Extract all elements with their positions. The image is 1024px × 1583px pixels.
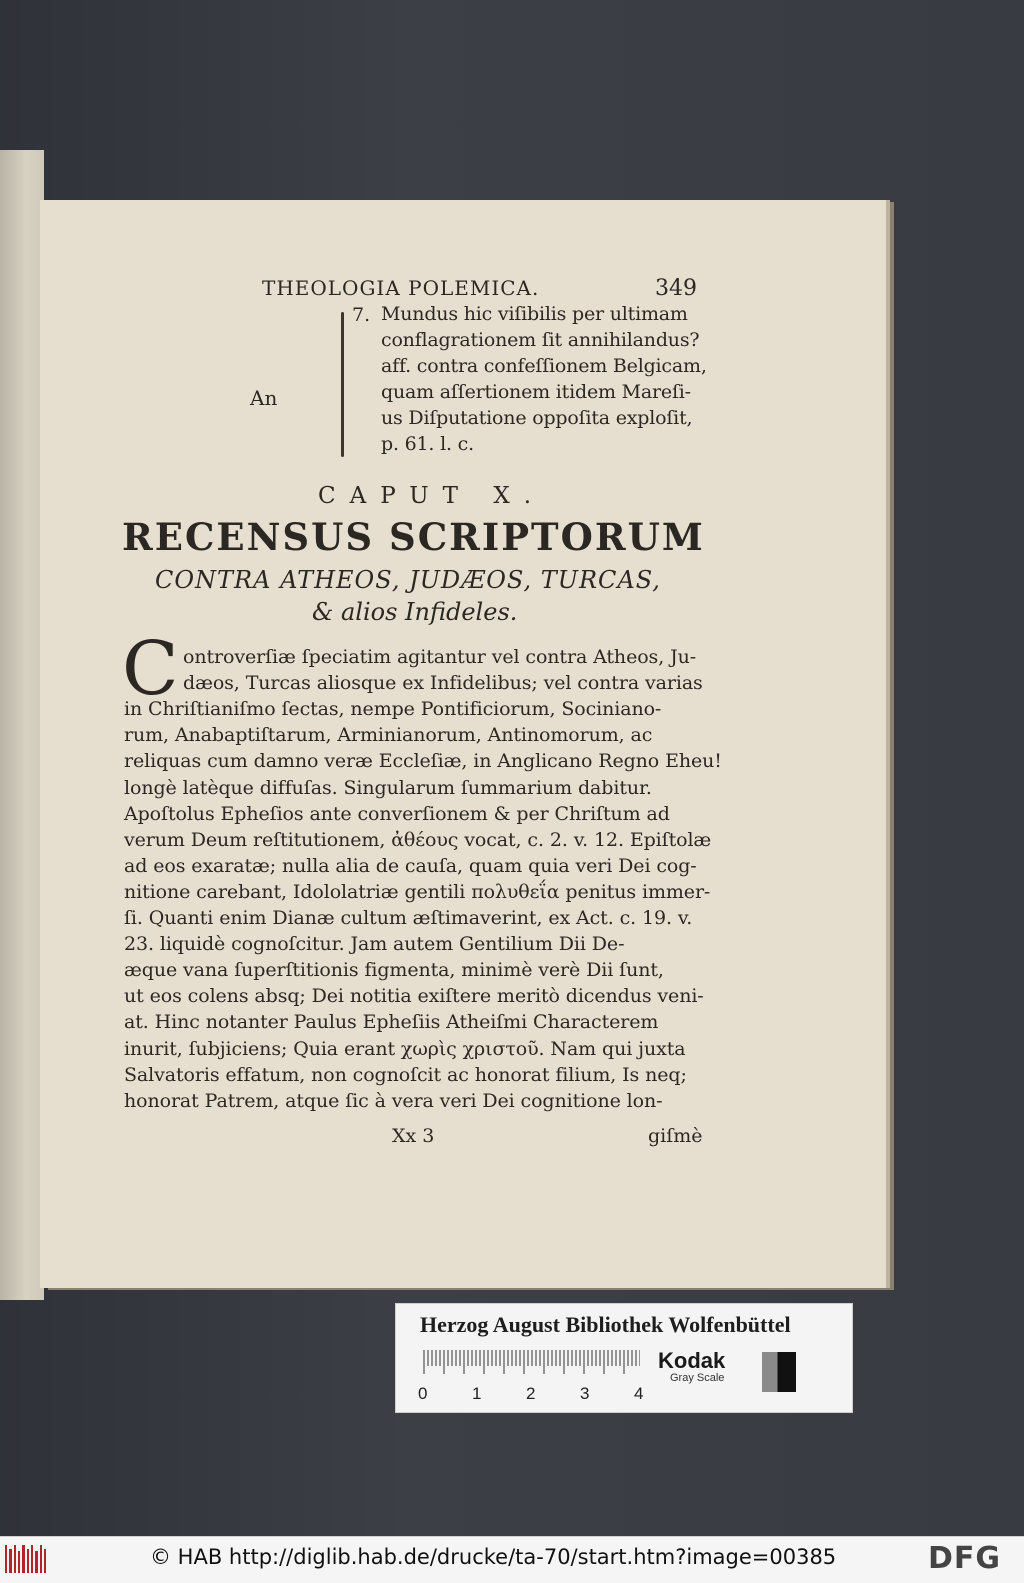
- question-line: us Diſputatione oppoſita exploſit,: [381, 407, 693, 429]
- library-name: Herzog August Bibliothek Wolfenbüttel: [420, 1312, 791, 1337]
- scale-number: 2: [526, 1384, 536, 1403]
- page-number: 349: [655, 276, 697, 301]
- gray-scale-patch: [762, 1352, 796, 1392]
- question-brace: [341, 312, 344, 457]
- body-line: ſi. Quanti enim Dianæ cultum æſtimaverint, ex Act. c. 19. v.: [124, 907, 693, 929]
- body-line: honorat Patrem, atque ſic à vera veri Dei cognitione lon-: [124, 1090, 663, 1112]
- body-line: at. Hinc notanter Paulus Epheſiis Atheiſmi Characterem: [124, 1011, 659, 1033]
- body-line: dæos, Turcas aliosque ex Infidelibus; vel contra varias: [183, 672, 703, 694]
- scale-number: 4: [634, 1384, 644, 1403]
- question-line: conflagrationem ſit annihilandus?: [381, 329, 700, 351]
- question-line: Mundus hic viſibilis per ultimam: [381, 303, 688, 325]
- copyright-url: © HAB http://diglib.hab.de/drucke/ta-70/start.htm?image=00385: [150, 1545, 837, 1569]
- barcode-icon: [4, 1543, 48, 1575]
- running-title: THEOLOGIA POLEMICA.: [262, 276, 540, 300]
- scale-numbers: [412, 1384, 652, 1406]
- kodak-subtitle: Gray Scale: [670, 1372, 725, 1384]
- body-line: reliquas cum damno veræ Eccleſiæ, in Anglicano Regno Eheu!: [124, 750, 722, 772]
- body-line: inurit, ſubjiciens; Quia erant χωρὶς χριστοῦ. Nam qui juxta: [124, 1038, 686, 1060]
- body-line: nitione carebant, Idololatriæ gentili πολυθεΐα penitus immer-: [124, 881, 711, 903]
- kodak-logo: Kodak: [658, 1348, 726, 1373]
- question-number: 7.: [352, 304, 371, 326]
- question-label: An: [250, 386, 278, 410]
- scale-number: 3: [580, 1384, 590, 1403]
- scale-number: 0: [418, 1384, 428, 1403]
- question-line: aff. contra confeſſionem Belgicam,: [381, 355, 707, 377]
- scale-ruler: [420, 1348, 640, 1376]
- dfg-logo: DFG: [928, 1541, 1002, 1576]
- body-line: verum Deum reſtitutionem, ἀθέους vocat, c. 2. v. 12. Epiſtolæ: [124, 829, 712, 851]
- body-line: in Chriſtianiſmo ſectas, nempe Pontificiorum, Sociniano-: [124, 698, 662, 720]
- footer-bar: [0, 1536, 1024, 1583]
- question-line: p. 61. l. c.: [381, 433, 474, 455]
- chapter-subheading-2: & alios Infideles.: [312, 598, 518, 626]
- chapter-subheading: CONTRA ATHEOS, JUDÆOS, TURCAS,: [155, 566, 661, 594]
- chapter-label: CAPUT X.: [318, 483, 545, 509]
- body-line: Apoſtolus Epheſios ante converſionem & per Chriſtum ad: [124, 803, 670, 825]
- scale-number: 1: [472, 1384, 482, 1403]
- body-line: Salvatoris effatum, non cognoſcit ac honorat filium, Is neq;: [124, 1064, 687, 1086]
- body-line: rum, Anabaptiſtarum, Arminianorum, Antinomorum, ac: [124, 724, 653, 746]
- body-line: ad eos exaratæ; nulla alia de cauſa, quam quia veri Dei cog-: [124, 855, 697, 877]
- previous-page-edge: [0, 150, 44, 1300]
- signature-mark: Xx 3: [392, 1125, 435, 1147]
- library-label-card: [396, 1304, 852, 1412]
- body-line: 23. liquidè cognoſcitur. Jam autem Gentilium Dii De-: [124, 933, 625, 955]
- chapter-heading: RECENSUS SCRIPTORUM: [122, 515, 705, 559]
- body-line: ontroverſiæ ſpeciatim agitantur vel contra Atheos, Ju-: [183, 646, 697, 668]
- body-line: ut eos colens absq; Dei notitia exiſtere meritò dicendus veni-: [124, 985, 704, 1007]
- question-line: quam aſſertionem itidem Mareſi-: [381, 381, 691, 403]
- drop-cap: C: [122, 626, 179, 712]
- catchword: giſmè: [648, 1125, 703, 1147]
- body-line: longè latèque diffuſas. Singularum ſummarium dabitur.: [124, 777, 652, 799]
- body-line: æque vana ſuperſtitionis figmenta, minimè verè Dii ſunt,: [124, 959, 664, 981]
